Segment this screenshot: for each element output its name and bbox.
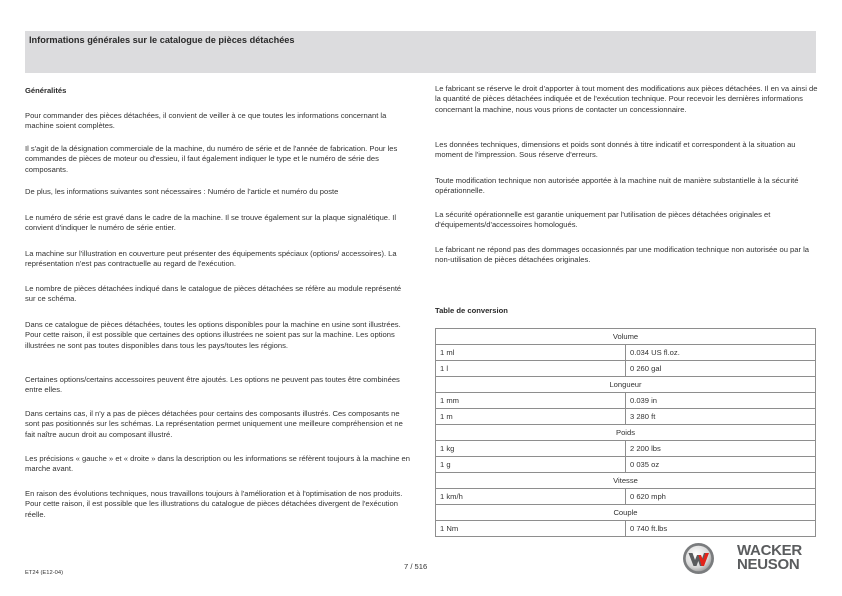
- table-group-row: [436, 473, 816, 489]
- cell-from: 1 ml: [436, 345, 626, 361]
- brand-line-2: NEUSON: [737, 556, 800, 573]
- table-heading: Table de conversion: [435, 306, 508, 315]
- table-group-row: [436, 425, 816, 441]
- cell-from: 1 mm: [436, 393, 626, 409]
- section-heading-generalites: Généralités: [25, 86, 67, 95]
- document-code: ET24 (E12-04): [25, 570, 64, 576]
- brand-wordmark: [737, 544, 802, 572]
- table-row: [436, 457, 816, 473]
- table-row: [436, 361, 816, 377]
- table-row: [436, 409, 816, 425]
- table-row: [436, 441, 816, 457]
- cell-from: 1 l: [436, 361, 626, 377]
- cell-from: 1 m: [436, 409, 626, 425]
- paragraph: De plus, les informations suivantes sont nécessaires : Numéro de l'article et numéro du poste: [25, 187, 339, 196]
- paragraph: Les données techniques, dimensions et poids sont donnés à titre indicatif et correspondent à la situation au moment de l'impression. Sous réserve d'erreurs.: [435, 140, 796, 160]
- paragraph: Le nombre de pièces détachées indiqué dans le catalogue de pièces détachées se réfère au module représenté sur ce schéma.: [25, 284, 402, 304]
- paragraph: Le fabricant ne répond pas des dommages occasionnés par une modification technique non autorisée ou par la non-utilisation de pièces détachées originales.: [435, 245, 810, 265]
- paragraph: Pour commander des pièces détachées, il convient de veiller à ce que toutes les informations concernant la machine soient complètes.: [25, 111, 387, 131]
- cell-to: 3 280 ft: [626, 409, 816, 425]
- paragraph: En raison des évolutions techniques, nous travaillons toujours à l'amélioration et à l'optimisation de nos produits. Pour cette raison, il est possible que les illustrations du catalogue de pièces détachées divergent de l'exécution réelle.: [25, 489, 403, 519]
- group-label-longueur: Longueur: [436, 377, 816, 393]
- cell-to: 0.039 in: [626, 393, 816, 409]
- table-group-row: [436, 329, 816, 345]
- brand-line-1: WACKER: [737, 542, 802, 559]
- table-row: [436, 489, 816, 505]
- paragraph: La sécurité opérationnelle est garantie uniquement par l'utilisation de pièces détachées originales et d'équipements/d'accessoires homologués.: [435, 210, 771, 230]
- table-row: [436, 393, 816, 409]
- paragraph: Toute modification technique non autorisée apportée à la machine nuit de manière substantielle à la sécurité opérationnelle.: [435, 176, 799, 196]
- table-group-row: [436, 505, 816, 521]
- cell-from: 1 g: [436, 457, 626, 473]
- table-group-row: [436, 377, 816, 393]
- cell-to: 2 200 lbs: [626, 441, 816, 457]
- conversion-table: [435, 328, 816, 537]
- paragraph: Le fabricant se réserve le droit d’apporter à tout moment des modifications aux pièces détachées. Il en va ainsi de la quantité de pièces détachées indiquée et de l'exécution technique. Pour recevoir les dernières informations concernant la machine, nous vous prions de contacter un concessionnaire.: [435, 84, 818, 114]
- cell-to: 0.034 US fl.oz.: [626, 345, 816, 361]
- group-label-couple: Couple: [436, 505, 816, 521]
- cell-to: 0 740 ft.lbs: [626, 521, 816, 537]
- section-header-bar: [25, 31, 816, 73]
- page-number: 7 / 516: [404, 562, 428, 571]
- paragraph: Le numéro de série est gravé dans le cadre de la machine. Il se trouve également sur la plaque signalétique. Il convient d'indiquer le numéro de série entier.: [25, 213, 397, 233]
- page-title: Informations générales sur le catalogue de pièces détachées: [29, 35, 295, 45]
- paragraph: La machine sur l'illustration en couverture peut présenter des équipements spéciaux (options/ accessoires). La représentation n'est pas contractuelle au regard de l'exécution.: [25, 249, 397, 269]
- paragraph: Dans ce catalogue de pièces détachées, toutes les options disponibles pour la machine en usine sont illustrées. Pour cette raison, il est possible que certaines des options illustrées ne soient pas sur la machine. Les options illustrées ne sont pas toutes disponibles dans tous les pays/toutes les régions.: [25, 320, 401, 350]
- paragraph: Il s'agit de la désignation commerciale de la machine, du numéro de série et de l'année de fabrication. Pour les commandes de pièces de moteur ou d'essieu, il faut également indiquer le type et le numéro de série des composants.: [25, 144, 398, 174]
- cell-to: 0 620 mph: [626, 489, 816, 505]
- group-label-poids: Poids: [436, 425, 816, 441]
- cell-to: 0 260 gal: [626, 361, 816, 377]
- cell-from: 1 kg: [436, 441, 626, 457]
- table-row: [436, 521, 816, 537]
- wacker-neuson-emblem-icon: [682, 542, 715, 575]
- group-label-volume: Volume: [436, 329, 816, 345]
- paragraph: Certaines options/certains accessoires peuvent être ajoutés. Les options ne peuvent pas toutes être combinées entre elles.: [25, 375, 400, 395]
- cell-from: 1 Nm: [436, 521, 626, 537]
- paragraph: Dans certains cas, il n'y a pas de pièces détachées pour certains des composants illustrés. Ces composants ne sont pas positionnés sur les schémas. La représentation permet uniquement une meilleure compréhension et ne fait naître aucun droit au composant illustré.: [25, 409, 403, 439]
- paragraph: Les précisions « gauche » et « droite » dans la description ou les informations se réfèrent toujours à la machine en marche avant.: [25, 454, 410, 474]
- table-row: [436, 345, 816, 361]
- group-label-vitesse: Vitesse: [436, 473, 816, 489]
- wacker-neuson-logo: [682, 542, 816, 576]
- cell-from: 1 km/h: [436, 489, 626, 505]
- cell-to: 0 035 oz: [626, 457, 816, 473]
